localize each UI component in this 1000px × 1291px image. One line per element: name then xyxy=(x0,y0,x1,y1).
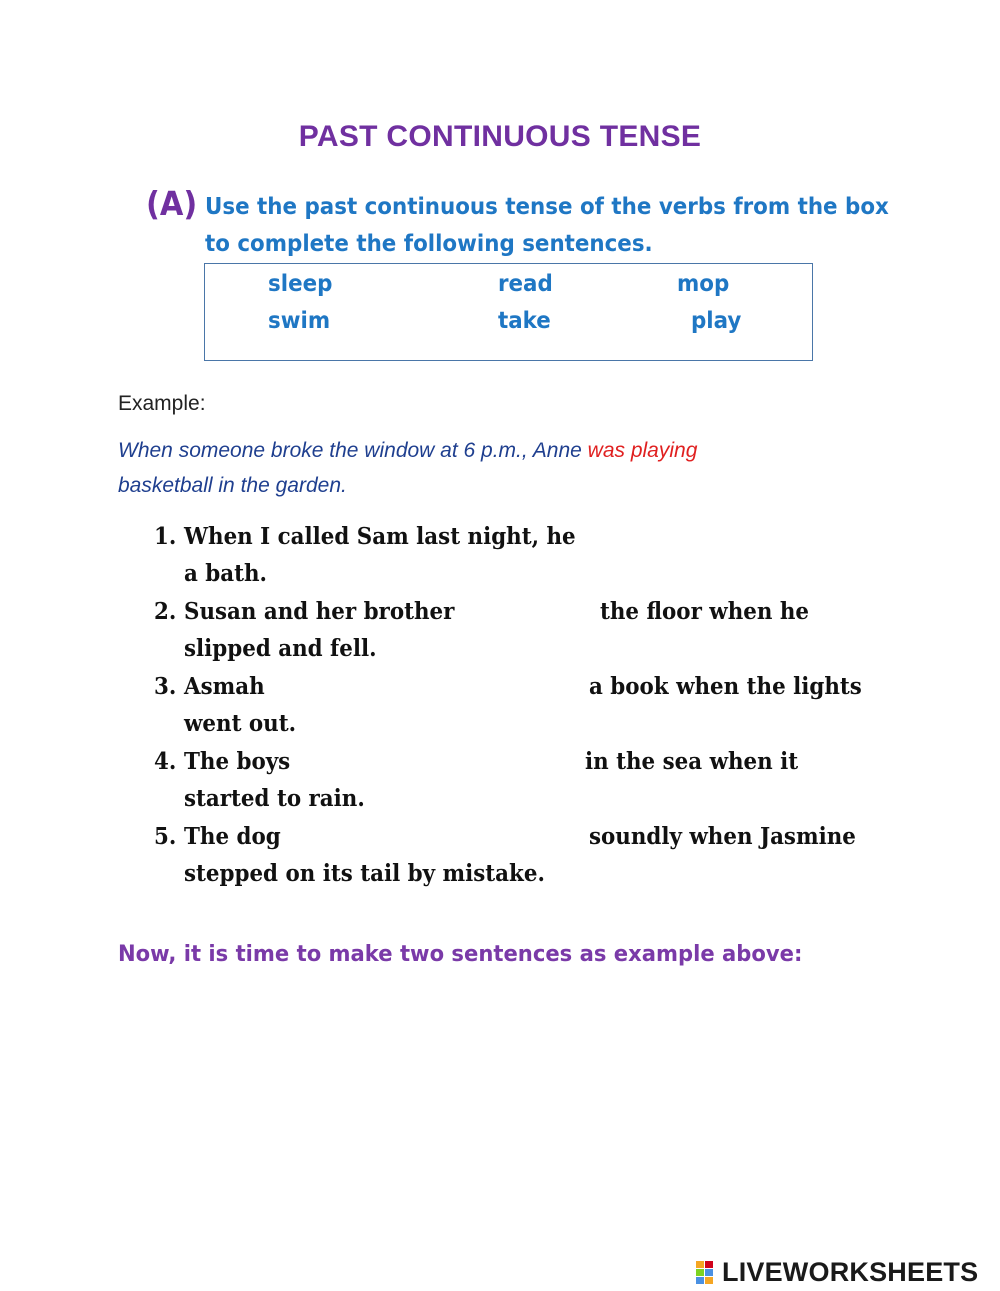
word-swim: swim xyxy=(268,308,331,334)
word-sleep: sleep xyxy=(268,271,333,297)
question-4-continuation: started to rain. xyxy=(184,785,365,812)
question-5-text-after-blank: soundly when Jasmine xyxy=(589,823,856,850)
example-text: When someone broke the window at 6 p.m., Anne xyxy=(118,439,588,462)
question-2-continuation: slipped and fell. xyxy=(184,635,377,662)
question-4-text-after-blank: in the sea when it xyxy=(585,748,799,775)
question-2-text: Susan and her brother xyxy=(184,598,455,625)
example-sentence-line-2: basketball in the garden. xyxy=(118,474,347,497)
example-answer: was playing xyxy=(587,439,698,462)
question-4-text: The boys xyxy=(184,748,291,775)
question-3-text: Asmah xyxy=(184,673,265,700)
question-number-3: 3. xyxy=(154,673,177,700)
question-5-text: The dog xyxy=(184,823,281,850)
question-1-text: When I called Sam last night, he xyxy=(184,523,576,550)
liveworksheets-logo-icon xyxy=(696,1259,718,1285)
example-sentence-line-1 xyxy=(118,439,697,463)
question-2-text-after-blank: the floor when he xyxy=(600,598,810,625)
liveworksheets-logo xyxy=(696,1256,978,1288)
word-box xyxy=(204,263,813,361)
word-read: read xyxy=(498,271,553,297)
question-number-1: 1. xyxy=(154,523,177,550)
instruction-line-1: Use the past continuous tense of the verbs from the box xyxy=(205,194,889,220)
question-number-2: 2. xyxy=(154,598,177,625)
question-1-continuation: a bath. xyxy=(184,560,268,587)
section-label: (A) xyxy=(146,184,198,223)
liveworksheets-logo-text: LIVEWORKSHEETS xyxy=(722,1256,979,1287)
example-label: Example: xyxy=(118,392,206,415)
instruction-line-2: to complete the following sentences. xyxy=(205,231,653,257)
word-mop: mop xyxy=(677,271,730,297)
closing-prompt: Now, it is time to make two sentences as example above: xyxy=(118,942,803,967)
question-3-continuation: went out. xyxy=(184,710,297,737)
page-title: PAST CONTINUOUS TENSE xyxy=(298,120,702,153)
question-3-text-after-blank: a book when the lights xyxy=(589,673,862,700)
question-number-4: 4. xyxy=(154,748,177,775)
word-take: take xyxy=(498,308,551,334)
question-number-5: 5. xyxy=(154,823,177,850)
word-play: play xyxy=(691,308,742,334)
question-5-continuation: stepped on its tail by mistake. xyxy=(184,860,545,887)
